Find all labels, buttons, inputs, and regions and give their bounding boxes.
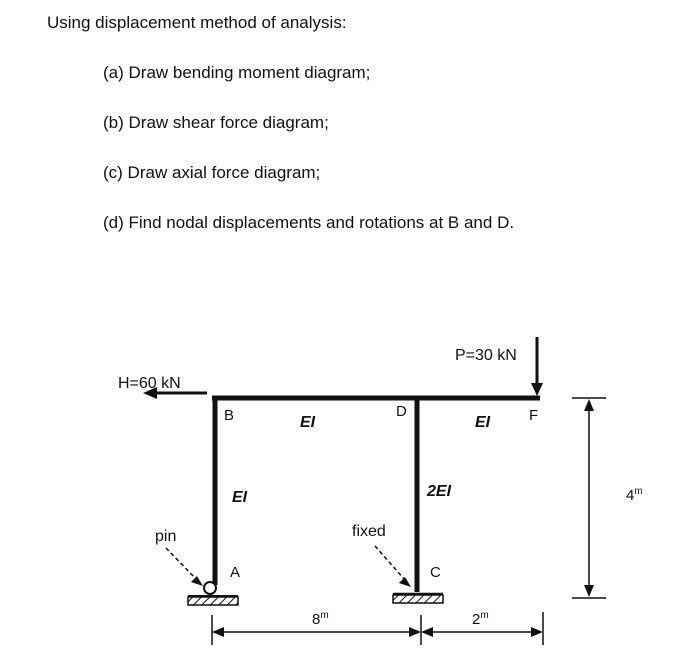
node-d-label: D (396, 403, 407, 420)
pin-support (188, 582, 238, 605)
node-c-label: C (430, 564, 441, 581)
node-a-label: A (230, 564, 241, 581)
pin-pointer (166, 548, 197, 580)
part-a: (a) Draw bending moment diagram; (103, 63, 371, 82)
beam-bd-stiffness: EI (300, 414, 316, 431)
fixed-pointer-head (399, 577, 411, 587)
dim-span2-label: 2$^m$ (472, 610, 489, 628)
problem-intro: Using displacement method of analysis: (47, 13, 347, 32)
column-cd-stiffness: 2EI (427, 483, 452, 500)
part-c: (c) Draw axial force diagram; (103, 163, 321, 182)
vertical-load-label: P=30 kN (455, 347, 517, 364)
pin-label: pin (155, 528, 177, 545)
pin-pointer-head (191, 576, 203, 586)
part-b: (b) Draw shear force diagram; (103, 113, 329, 132)
column-ab-stiffness: EI (232, 489, 248, 506)
node-b-label: B (224, 407, 235, 424)
node-f-label: F (529, 407, 539, 424)
beam-df-stiffness: EI (475, 414, 491, 431)
dimension-height (572, 398, 606, 598)
dim-span1-label: 8$^m$ (312, 610, 329, 628)
fixed-pointer (375, 546, 405, 580)
part-d: (d) Find nodal displacements and rotations at B and D. (103, 213, 515, 232)
dim-height-label: 4$^m$ (626, 486, 643, 504)
vertical-load-arrow (531, 337, 543, 396)
fixed-label: fixed (352, 523, 386, 540)
horizontal-load-label: H=60 kN (118, 375, 181, 392)
fixed-support (393, 594, 443, 603)
